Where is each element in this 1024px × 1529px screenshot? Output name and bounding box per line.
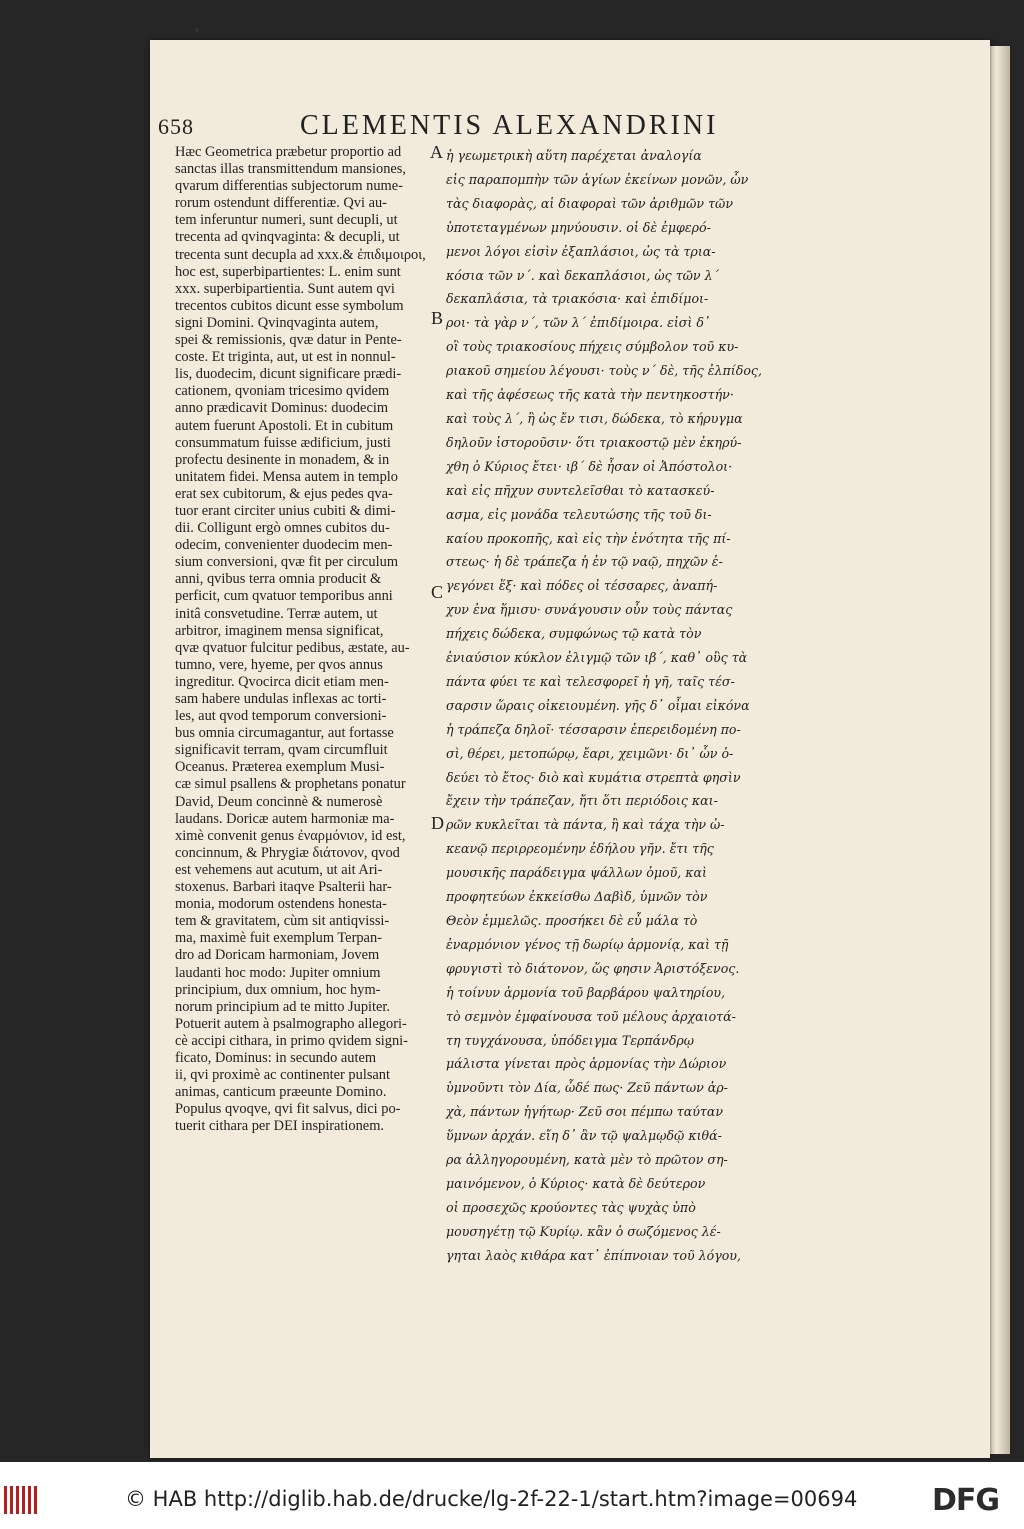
latin-text-line: tuor erant circiter unius cubiti & dimi- bbox=[175, 502, 396, 519]
hab-barcode-logo[interactable] bbox=[4, 1486, 38, 1514]
greek-text-line: ὑποτεταγμένων μηνύουσιν. οἱ δὲ ἐμφερό- bbox=[446, 219, 711, 235]
latin-text-line: est vehemens aut acutum, ut ait Ari- bbox=[175, 861, 383, 878]
greek-text-line: πήχεις δώδεκα, συμφώνως τῷ κατὰ τὸν bbox=[446, 626, 702, 642]
latin-text-line: trecenta sunt decupla ad xxx.& ἐπιδιμοιροι, bbox=[175, 246, 426, 263]
greek-text-line: ἐναρμόνιον γένος τῇ δωρίῳ ἁρμονίᾳ, καὶ τῇ bbox=[446, 936, 729, 952]
greek-text-line: χὰ, πάντων ἡγήτωρ· Ζεῦ σοι πέμπω ταύταν bbox=[446, 1104, 724, 1120]
greek-text-line: εἰς παραπομπὴν τῶν ἁγίων ἐκείνων μονῶν, ὧν bbox=[446, 171, 749, 187]
greek-text-line: μενοι λόγοι εἰσὶν ἐξαπλάσιοι, ὡς τὰ τρια- bbox=[446, 243, 716, 259]
latin-text-line: arbitror, imaginem mensa significat, bbox=[175, 622, 384, 639]
latin-text-line: laudans. Doricæ autem harmoniæ ma- bbox=[175, 810, 395, 827]
greek-text-line: τὸ σεμνὸν ἐμφαίνουσα τοῦ μέλους ἀρχαιοτά- bbox=[446, 1008, 736, 1024]
latin-text-line: qvarum differentias subjectorum nume- bbox=[175, 178, 403, 195]
section-marker-a: A bbox=[430, 142, 443, 162]
greek-text-line: δεύει τὸ ἔτος· διὸ καὶ κυμάτια στρεπτὰ φησὶν bbox=[446, 769, 741, 785]
section-marker-b: B bbox=[431, 308, 444, 328]
greek-text-line: ρα ἀλληγορουμένη, κατὰ μὲν τὸ πρῶτον ση- bbox=[446, 1152, 728, 1168]
latin-text-line: initâ consvetudine. Terræ autem, ut bbox=[175, 605, 378, 622]
greek-text-line: σὶ, θέρει, μετοπώρῳ, ἔαρι, χειμῶνι· δι᾽ ὧν ὁ- bbox=[446, 745, 734, 761]
latin-text-line: profectu desinente in monadem, & in bbox=[175, 451, 390, 468]
greek-text-line: ασμα, εἰς μονάδα τελευτώσης τῆς τοῦ δι- bbox=[446, 506, 712, 522]
greek-text-line: καὶ εἰς πῆχυν συντελεῖσθαι τὸ κατασκεύ- bbox=[446, 482, 715, 498]
greek-text-line: πάντα φύει τε καὶ τελεσφορεῖ ἡ γῆ, ταῖς τέσ- bbox=[446, 673, 735, 689]
latin-text-line: lis, duodecim, dicunt significare prædi- bbox=[175, 366, 402, 383]
barcode-stripe bbox=[22, 1486, 25, 1514]
latin-text-line: tem inferuntur numeri, sunt decupli, ut bbox=[175, 212, 398, 229]
barcode-stripe bbox=[34, 1486, 37, 1514]
latin-text-line: Oceanus. Præterea exemplum Musi- bbox=[175, 759, 385, 776]
latin-text-line: trecenta ad qvinqvaginta: & decupli, ut bbox=[175, 229, 400, 246]
latin-text-line: tuerit cithara per DEI inspirationem. bbox=[175, 1118, 384, 1135]
latin-text-line: dro ad Doricam harmoniam, Jovem bbox=[175, 947, 380, 964]
barcode-stripe bbox=[28, 1486, 31, 1514]
greek-text-line: ὕμνων ἀρχάν. εἴη δ᾽ ἂν τῷ ψαλμῳδῷ κιθά- bbox=[446, 1128, 722, 1144]
greek-text-line: ἡ τοίνυν ἁρμονία τοῦ βαρβάρου ψαλτηρίου, bbox=[446, 984, 726, 1000]
greek-text-line: χθη ὁ Κύριος ἔτει· ιβ´ δὲ ἦσαν οἱ Ἀπόστολοι· bbox=[446, 458, 733, 474]
latin-text-line: ma, maximè fuit exemplum Terpan- bbox=[175, 930, 382, 947]
latin-text-line: sium conversioni, qvæ fit per circulum bbox=[175, 554, 399, 571]
greek-text-line: ροι· τὰ γὰρ ν´, τῶν λ´ ἐπιδίμοιρα. εἰσὶ δ᾽ bbox=[446, 315, 711, 331]
greek-text-line: καὶ τοὺς λ´, ἢ ὡς ἔν τισι, δώδεκα, τὸ κήρυγμα bbox=[446, 410, 743, 426]
greek-text-line: ἡ τράπεζα δηλοῖ· τέσσαρσιν ἐπερειδομένη πο- bbox=[446, 721, 741, 737]
latin-text-line: erat sex cubitorum, & ejus pedes qva- bbox=[175, 485, 393, 502]
latin-text-line: unitatem fidei. Mensa autem in templo bbox=[175, 468, 398, 485]
latin-text-line: consummatum fuisse ædificium, justi bbox=[175, 434, 391, 451]
greek-text-line: δηλοῦν ἱστοροῦσιν· ὅτι τριακοστῷ μὲν ἐκηρύ- bbox=[446, 434, 742, 450]
latin-text-line: coste. Et triginta, aut, ut est in nonnul- bbox=[175, 349, 396, 366]
latin-text-line: significavit terram, qvam circumfluit bbox=[175, 742, 388, 759]
latin-text-line: cè accipi cithara, in primo qvidem signi- bbox=[175, 1032, 408, 1049]
greek-column bbox=[446, 144, 836, 1268]
latin-text-line: odecim, convenienter duodecim men- bbox=[175, 537, 393, 554]
greek-text-line: σαρσιν ὥραις οἰκειουμένη. γῆς δ᾽ οἶμαι εἰκόνα bbox=[446, 697, 750, 713]
greek-text-line: προφητεύων ἐκκείσθω Δαβὶδ, ὑμνῶν τὸν bbox=[446, 889, 708, 905]
greek-text-line: μουσηγέτῃ τῷ Κυρίῳ. κἂν ὁ σωζόμενος λέ- bbox=[446, 1223, 721, 1239]
latin-text-line: anni, qvibus terra omnia producit & bbox=[175, 571, 382, 588]
latin-text-line: trecentos cubitos dicunt esse symbolum bbox=[175, 297, 404, 314]
greek-text-line: ρῶν κυκλεῖται τὰ πάντα, ἢ καὶ τάχα τὴν ὠ- bbox=[446, 817, 725, 833]
greek-text-line: καὶ τῆς ἀφέσεως τῆς κατὰ τὴν πεντηκοστήν· bbox=[446, 387, 734, 403]
latin-text-line: ii, qvi proximè ac continenter pulsant bbox=[175, 1067, 391, 1084]
latin-text-line: tumno, vere, hyeme, per qvos annus bbox=[175, 656, 383, 673]
greek-text-line: μουσικῆς παράδειγμα ψάλλων ὁμοῦ, καὶ bbox=[446, 865, 707, 881]
greek-text-line: ἐνιαύσιον κύκλον ἑλιγμῷ τῶν ιβ´, καθ᾽ οὓς τὰ bbox=[446, 650, 748, 666]
latin-text-line: laudanti hoc modo: Jupiter omnium bbox=[175, 964, 381, 981]
latin-text-line: bus omnia circumagantur, aut fortasse bbox=[175, 725, 394, 742]
latin-text-line: signi Domini. Qvinqvaginta autem, bbox=[175, 314, 379, 331]
greek-text-line: οἱ προσεχῶς κρούοντες τὰς ψυχὰς ὑπὸ bbox=[446, 1199, 696, 1215]
latin-text-line: ficato, Dominus: in secundo autem bbox=[175, 1049, 377, 1066]
section-marker-c: C bbox=[431, 582, 444, 602]
next-page-edge bbox=[988, 46, 1010, 1454]
greek-text-line: φρυγιστὶ τὸ διάτονον, ὥς φησιν Ἀριστόξενος. bbox=[446, 960, 740, 976]
latin-text-line: ingreditur. Qvocirca dicit etiam men- bbox=[175, 673, 389, 690]
greek-text-line: καίου προκοπῆς, καὶ εἰς τὴν ἑνότητα τῆς πί- bbox=[446, 530, 731, 546]
greek-text-line: ἡ γεωμετρικὴ αὕτη παρέχεται ἀναλογία bbox=[446, 148, 702, 163]
latin-text-line: animas, canticum præeunte Domino. bbox=[175, 1084, 387, 1101]
greek-text-line: ριακοῦ σημείου λέγουσι· τοὺς ν´ δὲ, τῆς ἐλπίδος, bbox=[446, 363, 762, 379]
latin-text-line: Potuerit autem à psalmographo allegori- bbox=[175, 1015, 407, 1032]
latin-text-line: monia, modorum ostendens honesta- bbox=[175, 896, 387, 913]
latin-text-line: autem fuerunt Apostoli. Et in cubitum bbox=[175, 417, 394, 434]
latin-text-line: stoxenus. Barbari itaqve Psalterii har- bbox=[175, 879, 392, 896]
greek-text-line: μάλιστα γίνεται πρὸς ἁρμονίας τὴν Δώριον bbox=[446, 1056, 727, 1072]
latin-text-line: Hæc Geometrica præbetur proportio ad bbox=[175, 144, 402, 160]
greek-text-line: δεκαπλάσια, τὰ τριακόσια· καὶ ἐπιδίμοι- bbox=[446, 291, 709, 307]
latin-text-line: concinnum, & Phrygiæ διάτονον, qvod bbox=[175, 844, 400, 861]
page-speck bbox=[195, 28, 199, 32]
greek-text-line: κεανῷ περιρρεομένην ἐδήλου γῆν. ἔτι τῆς bbox=[446, 841, 714, 857]
latin-text-line: tem & gravitatem, cùm sit antiqvissi- bbox=[175, 913, 390, 930]
dfg-logo[interactable]: DFG bbox=[932, 1483, 1000, 1518]
latin-text-line: norum principium ad te mitto Jupiter. bbox=[175, 998, 391, 1015]
greek-text-line: γεγόνει ἕξ· καὶ πόδες οἱ τέσσαρες, ἀναπή- bbox=[446, 578, 718, 594]
latin-text-line: xxx. superbipartientia. Sunt autem qvi bbox=[175, 280, 395, 297]
latin-text-line: spei & remissionis, qvæ datur in Pente- bbox=[175, 332, 402, 349]
greek-text-line: χυν ἐνα ἥμισυ· συνάγουσιν οὖν τοὺς πάντας bbox=[446, 602, 733, 618]
greek-text-line: τὰς διαφορὰς, αἱ διαφοραὶ τῶν ἀριθμῶν τῶν bbox=[446, 195, 733, 211]
latin-text-line: Populus qvoqve, qvi fit salvus, dici po- bbox=[175, 1101, 401, 1118]
latin-text-line: hoc est, superbipartientes: L. enim sunt bbox=[175, 263, 401, 280]
greek-text-line: γηται λαὸς κιθάρα κατ᾽ ἐπίπνοιαν τοῦ λόγου, bbox=[446, 1247, 741, 1263]
latin-text-line: rorum ostendunt differentiæ. Qvi au- bbox=[175, 195, 387, 212]
latin-text-line: ximè convenit genus ἐναρμόνιον, id est, bbox=[175, 827, 406, 844]
latin-text-line: qvæ qvatuor fulcitur pedibus, æstate, au- bbox=[175, 639, 410, 656]
latin-text-line: anno prædicavit Dominus: duodecim bbox=[175, 400, 389, 417]
latin-text-line: sam habere undulas inflexas ac torti- bbox=[175, 691, 387, 707]
running-title: CLEMENTIS ALEXANDRINI bbox=[300, 110, 719, 141]
page-number: 658 bbox=[158, 114, 194, 139]
latin-text-line: cæ simul psallens & prophetans ponatur bbox=[175, 776, 406, 793]
barcode-stripe bbox=[10, 1486, 13, 1514]
greek-text-line: στεως· ἡ δὲ τράπεζα ἡ ἐν τῷ ναῷ, πηχῶν ἐ- bbox=[446, 554, 723, 570]
greek-text-line: τη τυγχάνουσα, ὑπόδειγμα Τερπάνδρῳ bbox=[446, 1032, 695, 1048]
greek-text-line: Θεὸν ἐμμελῶς. προσήκει δὲ εὖ μάλα τὸ bbox=[446, 913, 698, 928]
latin-text-line: David, Deum concinnè & numerosè bbox=[175, 793, 383, 810]
latin-text-line: perficit, cum qvatuor temporibus anni bbox=[175, 588, 393, 605]
greek-text-line: ἔχειν τὴν τράπεζαν, ἤτι ὅτι περιόδοις και- bbox=[446, 793, 718, 809]
greek-text-line: κόσια τῶν ν´. καὶ δεκαπλάσιοι, ὡς τῶν λ´ bbox=[446, 267, 719, 283]
greek-text-line: ὑμνοῦντι τὸν Δία, ὧδέ πως· Ζεῦ πάντων ἀρ- bbox=[446, 1080, 728, 1096]
barcode-stripe bbox=[4, 1486, 7, 1514]
copyright-link[interactable]: © HAB http://diglib.hab.de/drucke/lg-2f-22-1/start.htm?image=00694 bbox=[125, 1487, 858, 1511]
barcode-stripe bbox=[16, 1486, 19, 1514]
greek-text-line: οἳ τοὺς τριακοσίους πήχεις σύμβολον τοῦ κυ- bbox=[446, 339, 739, 355]
latin-text-line: les, aut qvod temporum conversioni- bbox=[175, 708, 387, 725]
latin-column bbox=[175, 144, 435, 1135]
section-marker-d: D bbox=[431, 813, 444, 833]
latin-text-line: cationem, qvoniam tricesimo qvidem bbox=[175, 383, 390, 400]
greek-text-line: μαινόμενον, ὁ Κύριος· κατὰ δὲ δεύτερον bbox=[446, 1175, 706, 1191]
latin-text-line: principium, dux omnium, hoc hym- bbox=[175, 981, 381, 998]
latin-text-line: sanctas illas transmittendum mansiones, bbox=[175, 161, 407, 178]
latin-text-line: dii. Colligunt ergò omnes cubitos du- bbox=[175, 520, 390, 537]
